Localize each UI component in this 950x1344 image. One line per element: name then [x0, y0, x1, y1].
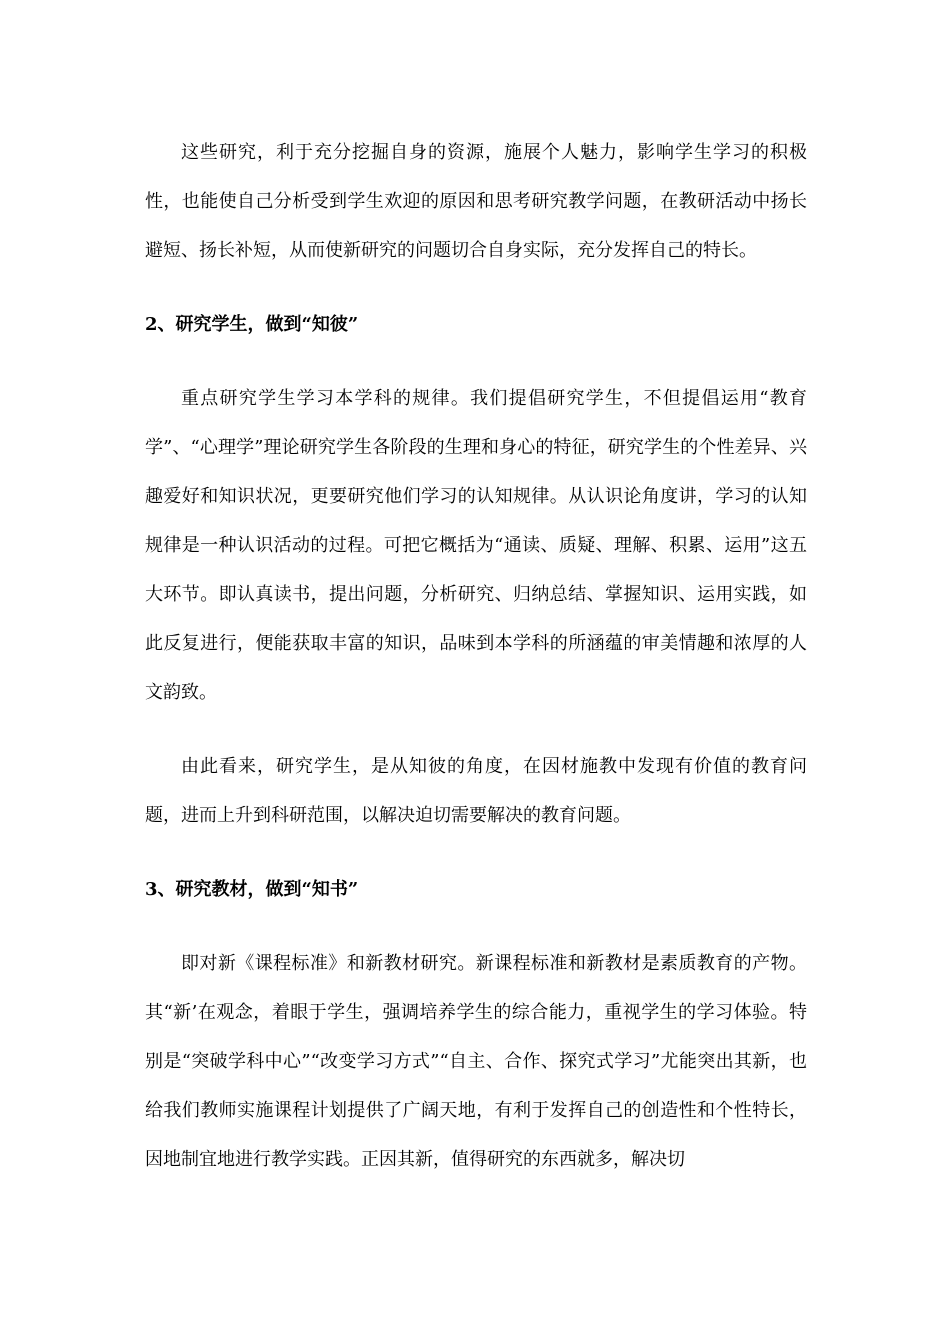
section-heading-study-students: 2、研究学生，做到“知彼” — [145, 314, 359, 335]
paragraph-self-research: 这些研究，利于充分挖掘自身的资源，施展个人魅力，影响学生学习的积极性，也能使自己分析受到学生欢迎的原因和思考研究教学问题，在教研活动中扬长避短、扬长补短，从而使新研究的问题切合自身实际，充分发挥自己的特长。 — [145, 142, 807, 261]
paragraph-learning-rules: 重点研究学生学习本学科的规律。我们提倡研究学生，不但提倡运用“教育学”、“心理学”理论研究学生各阶段的生理和身心的特征，研究学生的个性差异、兴趣爱好和知识状况，更要研究他们学习的认知规律。从认识论角度讲，学习的认知规律是一种认识活动的过程。可把它概括为“通读、质疑、理解、积累、运用”这五大环节。即认真读书，提出问题，分析研究、归纳总结、掌握知识、运用实践，如此反复进行，便能获取丰富的知识，品味到本学科的所涵蕴的审美情趣和浓厚的人文韵致。 — [145, 388, 807, 703]
section-heading-study-textbook: 3、研究教材，做到“知书” — [145, 879, 359, 900]
document-body — [145, 128, 807, 1209]
paragraph-conclusion-students: 由此看来，研究学生，是从知彼的角度，在因材施教中发现有价值的教育问题，进而上升到科研范围，以解决迫切需要解决的教育问题。 — [145, 756, 807, 826]
paragraph-new-curriculum: 即对新《课程标准》和新教材研究。新课程标准和新教材是素质教育的产物。其“新’在观念，着眼于学生，强调培养学生的综合能力，重视学生的学习体验。特别是“突破学科中心”“改变学习方式”“自主、合作、探究式学习”尤能突出其新，也给我们教师实施课程计划提供了广阔天地，有利于发挥自己的创造性和个性特长，因地制宜地进行教学实践。正因其新，值得研究的东西就多，解决切 — [145, 953, 807, 1170]
